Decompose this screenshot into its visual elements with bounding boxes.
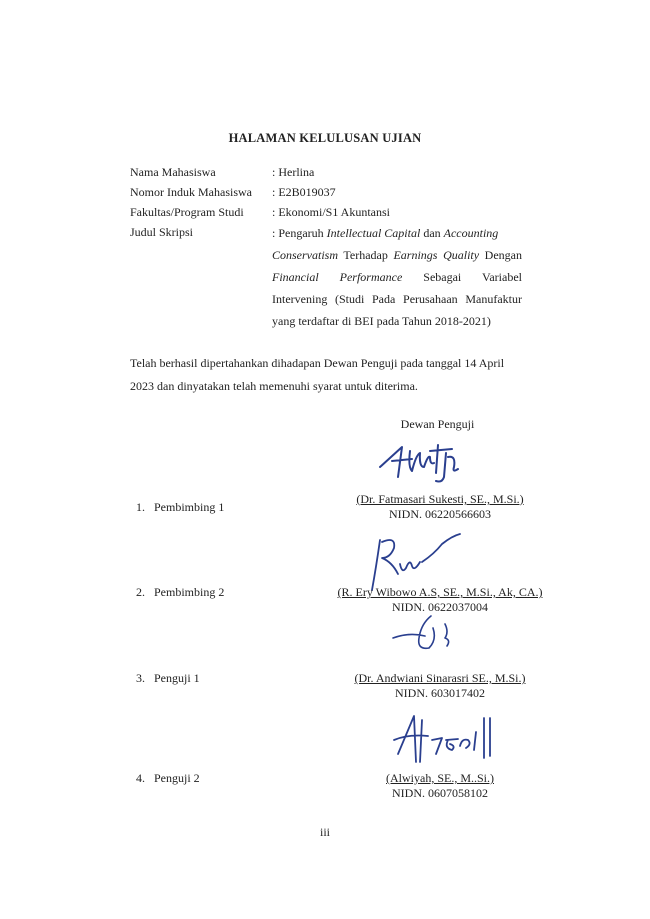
- signature-4: [388, 706, 498, 768]
- examiner-3-label: Penguji 1: [154, 671, 200, 685]
- examiner-4-nidn: NIDN. 0607058102: [392, 786, 488, 800]
- examiner-4-role: [136, 771, 200, 786]
- thesis-title-line: : Pengaruh Intellectual Capital dan Accounting: [272, 226, 499, 240]
- label-thesis: Judul Skripsi: [130, 225, 194, 239]
- thesis-title-line: Financial Performance Sebagai Variabel: [272, 270, 523, 284]
- info-row-faculty: [130, 202, 530, 222]
- signature-3: [385, 610, 465, 660]
- italic-term: Intellectual Capital: [326, 226, 421, 240]
- info-row-name: [130, 162, 530, 182]
- value-name: : Herlina: [272, 165, 315, 179]
- board-heading: Dewan Penguji: [400, 417, 475, 431]
- examiner-3-number: 3.: [136, 671, 145, 685]
- student-info: [130, 162, 530, 332]
- examiner-3-name: (Dr. Andwiani Sinarasri SE., M.Si.): [354, 671, 526, 685]
- info-row-thesis: [130, 222, 530, 332]
- label-faculty: Fakultas/Program Studi: [130, 205, 244, 219]
- examiner-2-role: [136, 585, 224, 600]
- value-nim: : E2B019037: [272, 185, 336, 199]
- examiner-2-nidn: NIDN. 0622037004: [392, 600, 488, 614]
- info-row-nim: [130, 182, 530, 202]
- signature-1: [372, 437, 482, 492]
- italic-term: Financial Performance: [272, 270, 403, 284]
- examiner-1-name: (Dr. Fatmasari Sukesti, SE., M.Si.): [356, 492, 524, 506]
- label-nim: Nomor Induk Mahasiswa: [130, 185, 252, 199]
- examiner-4-label: Penguji 2: [154, 771, 200, 785]
- examiner-4-name: (Alwiyah, SE., M..Si.): [386, 771, 494, 785]
- italic-term: Accounting: [443, 226, 499, 240]
- thesis-title: [272, 222, 522, 332]
- examiner-2-label: Pembimbing 2: [154, 585, 225, 599]
- examiner-1-label: Pembimbing 1: [154, 500, 225, 514]
- italic-term: Conservatism: [272, 248, 338, 262]
- examiner-1-role: [136, 500, 224, 515]
- page-title: HALAMAN KELULUSAN UJIAN: [228, 131, 422, 145]
- examiner-2-number: 2.: [136, 585, 145, 599]
- thesis-title-line: Conservatism Terhadap Earnings Quality Dengan: [272, 248, 523, 262]
- value-faculty: : Ekonomi/S1 Akuntansi: [272, 205, 391, 219]
- italic-term: Earnings Quality: [393, 248, 480, 262]
- examiner-2-name: (R. Ery Wibowo A.S, SE., M.Si., Ak, CA.): [337, 585, 543, 599]
- thesis-title-line: Intervening (Studi Pada Perusahaan Manufaktur: [272, 292, 522, 306]
- examiner-1-number: 1.: [136, 500, 145, 514]
- examiner-1-nidn: NIDN. 06220566603: [389, 507, 491, 521]
- examiner-3-role: [136, 671, 200, 686]
- approval-statement: Telah berhasil dipertahankan dihadapan Dewan Penguji pada tanggal 14 April 2023 dan dinyatakan telah memenuhi syarat untuk diterima.: [130, 356, 505, 393]
- label-name: Nama Mahasiswa: [130, 165, 216, 179]
- examiner-4-number: 4.: [136, 771, 145, 785]
- page-number: iii: [319, 825, 330, 839]
- examiner-3-nidn: NIDN. 603017402: [395, 686, 485, 700]
- thesis-title-line: yang terdaftar di BEI pada Tahun 2018-2021): [272, 314, 491, 328]
